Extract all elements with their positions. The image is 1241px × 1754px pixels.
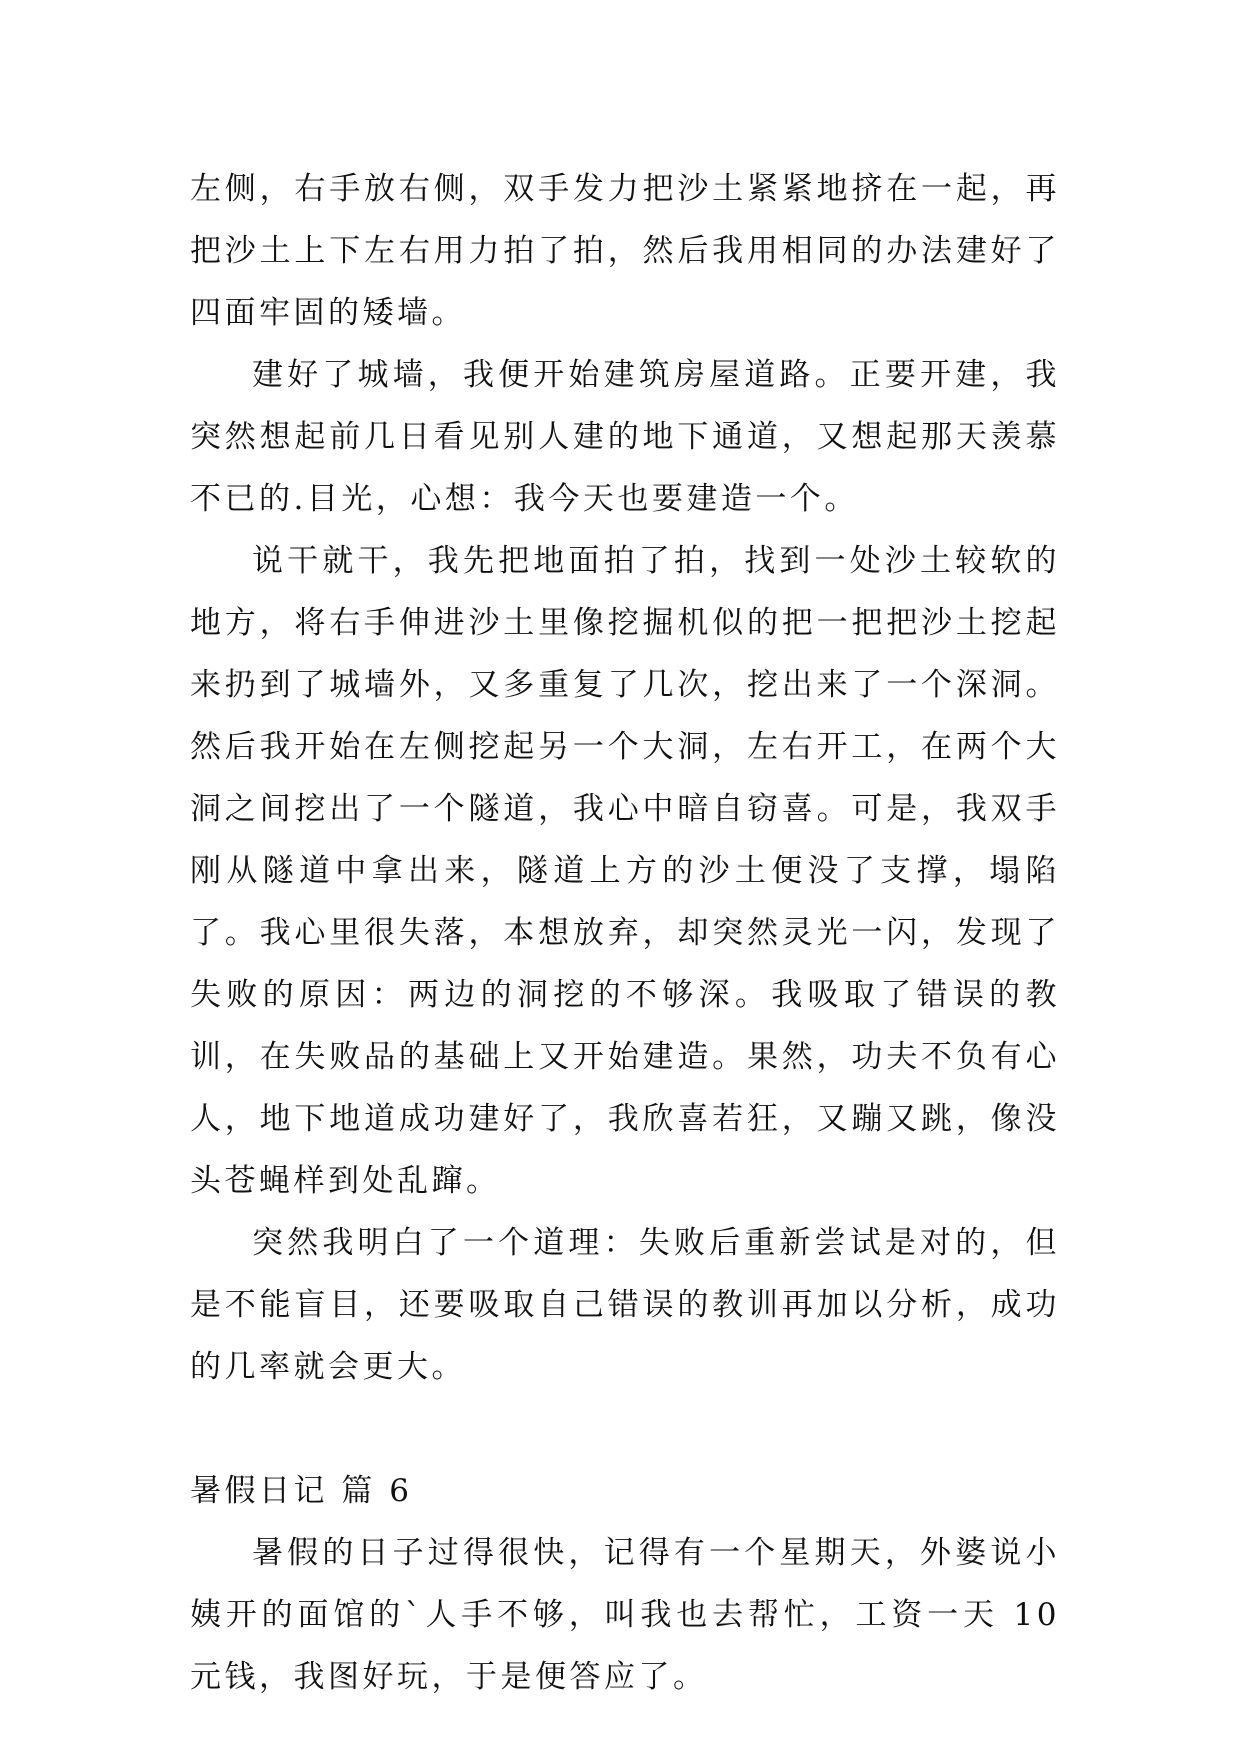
paragraph-continued: 左侧，右手放右侧，双手发力把沙土紧紧地挤在一起，再把沙土上下左右用力拍了拍，然后我用相同的办法建好了四面牢固的矮墙。	[190, 171, 1060, 331]
paragraph: 暑假的日子过得很快，记得有一个星期天，外婆说小姨开的面馆的`人手不够，叫我也去帮忙，工资一天 10 元钱，我图好玩，于是便答应了。	[190, 1535, 1060, 1695]
document-page	[190, 158, 1060, 1708]
paragraph: 说干就干，我先把地面拍了拍，找到一处沙土较软的地方，将右手伸进沙土里像挖掘机似的把一把把沙土挖起来扔到了城墙外，又多重复了几次，挖出来了一个深洞。然后我开始在左侧挖起另一个大洞，左右开工，在两个大洞之间挖出了一个隧道，我心中暗自窃喜。可是，我双手刚从隧道中拿出来，隧道上方的沙土便没了支撑，塌陷了。我心里很失落，本想放弃，却突然灵光一闪，发现了失败的原因：两边的洞挖的不够深。我吸取了错误的教训，在失败品的基础上又开始建造。果然，功夫不负有心人，地下地道成功建好了，我欣喜若狂，又蹦又跳，像没头苍蝇样到处乱蹿。	[190, 543, 1060, 1199]
section-heading: 暑假日记 篇 6	[190, 1473, 413, 1509]
paragraph: 建好了城墙，我便开始建筑房屋道路。正要开建，我突然想起前几日看见别人建的地下通道，又想起那天羡慕不已的.目光，心想：我今天也要建造一个。	[190, 357, 1060, 517]
paragraph: 突然我明白了一个道理：失败后重新尝试是对的，但是不能盲目，还要吸取自己错误的教训再加以分析，成功的几率就会更大。	[190, 1225, 1060, 1385]
